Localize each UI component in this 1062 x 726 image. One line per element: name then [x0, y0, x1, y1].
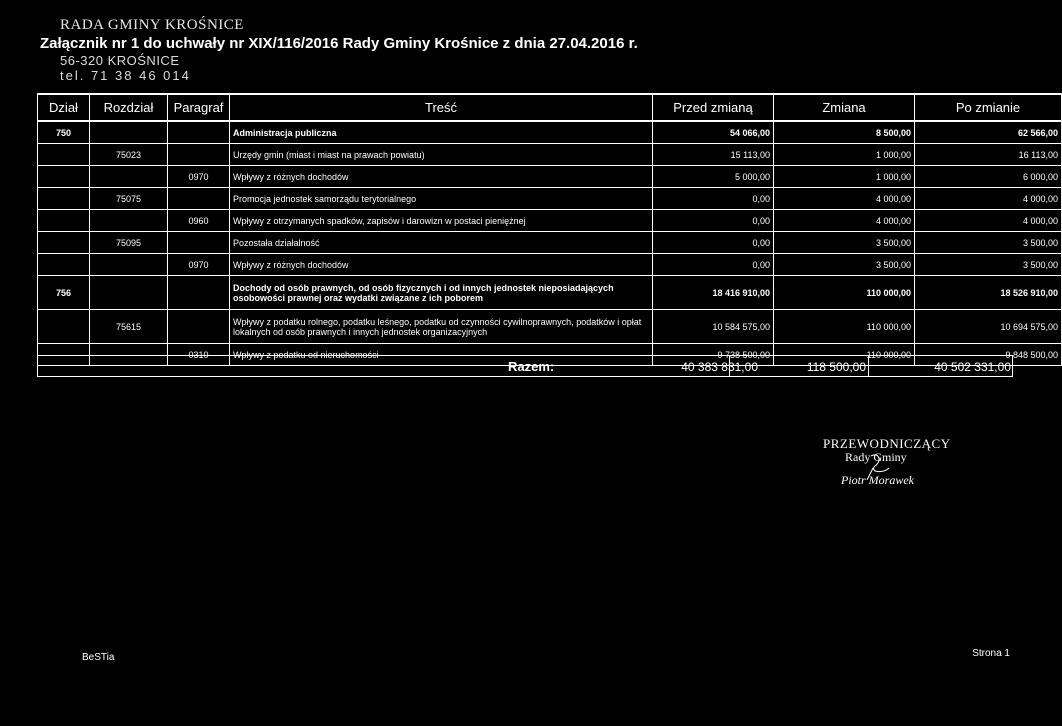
table-row — [38, 276, 1062, 310]
cell-przed: 10 584 575,00 — [653, 310, 774, 344]
cell-rozdzial: 75075 — [90, 188, 168, 210]
cell-po: 3 500,00 — [915, 232, 1062, 254]
stamp-name: RADA GMINY KROŚNICE — [60, 17, 244, 33]
cell-tresc: Administracja publiczna — [230, 121, 653, 144]
table-row — [38, 210, 1062, 232]
header-paragraf: Paragraf — [168, 94, 230, 121]
cell-zmiana: 110 000,00 — [774, 344, 915, 366]
cell-przed: 0,00 — [653, 232, 774, 254]
total-row — [37, 355, 1013, 377]
table-row — [38, 121, 1062, 144]
cell-zmiana: 4 000,00 — [774, 188, 915, 210]
cell-paragraf: 0960 — [168, 210, 230, 232]
cell-po: 18 526 910,00 — [915, 276, 1062, 310]
cell-tresc: Wpływy z różnych dochodów — [230, 166, 653, 188]
cell-tresc: Urzędy gmin (miast i miast na prawach powiatu) — [230, 144, 653, 166]
document-title: Załącznik nr 1 do uchwały nr XIX/116/2016 Rady Gminy Krośnice z dnia 27.04.2016 r. — [40, 35, 638, 52]
cell-zmiana: 110 000,00 — [774, 276, 915, 310]
budget-table — [37, 93, 1062, 366]
cell-przed: 54 066,00 — [653, 121, 774, 144]
cell-dzial: 756 — [38, 276, 90, 310]
signature-name: Piotr Morawek — [841, 473, 914, 487]
table-header — [38, 94, 1062, 121]
total-przed: 40 383 831,00 — [681, 360, 758, 374]
table-row — [38, 188, 1062, 210]
cell-po: 4 000,00 — [915, 188, 1062, 210]
signature-body: Rady Gminy — [845, 450, 907, 464]
cell-zmiana: 1 000,00 — [774, 144, 915, 166]
cell-dzial — [38, 210, 90, 232]
cell-po: 9 848 500,00 — [915, 344, 1062, 366]
cell-dzial — [38, 254, 90, 276]
cell-paragraf: 0310 — [168, 344, 230, 366]
cell-dzial — [38, 188, 90, 210]
signature-title: PRZEWODNICZĄCY — [823, 436, 951, 451]
cell-dzial — [38, 232, 90, 254]
footer-page-number: Strona 1 — [972, 648, 1010, 659]
header-tresc: Treść — [230, 94, 653, 121]
stamp-phone: tel. 71 38 46 014 — [60, 68, 191, 83]
cell-dzial: 750 — [38, 121, 90, 144]
cell-dzial — [38, 166, 90, 188]
cell-paragraf — [168, 144, 230, 166]
table-row — [38, 144, 1062, 166]
cell-przed: 5 000,00 — [653, 166, 774, 188]
cell-tresc: Wpływy z różnych dochodów — [230, 254, 653, 276]
cell-rozdzial: 75023 — [90, 144, 168, 166]
cell-przed: 9 738 500,00 — [653, 344, 774, 366]
cell-zmiana: 110 000,00 — [774, 310, 915, 344]
cell-przed: 0,00 — [653, 210, 774, 232]
cell-paragraf: 0970 — [168, 254, 230, 276]
total-po: 40 502 331,00 — [934, 360, 1011, 374]
cell-rozdzial: 75615 — [90, 310, 168, 344]
cell-dzial — [38, 144, 90, 166]
cell-przed: 0,00 — [653, 188, 774, 210]
cell-paragraf — [168, 188, 230, 210]
cell-rozdzial: 75095 — [90, 232, 168, 254]
cell-po: 6 000,00 — [915, 166, 1062, 188]
header-przed: Przed zmianą — [653, 94, 774, 121]
cell-tresc: Pozostała działalność — [230, 232, 653, 254]
cell-paragraf — [168, 121, 230, 144]
cell-rozdzial — [90, 276, 168, 310]
signature-block — [823, 436, 951, 488]
cell-rozdzial — [90, 254, 168, 276]
cell-paragraf: 0970 — [168, 166, 230, 188]
total-zmiana: 118 500,00 — [806, 360, 866, 374]
cell-tresc: Wpływy z otrzymanych spadków, zapisów i darowizn w postaci pieniężnej — [230, 210, 653, 232]
table-row — [38, 166, 1062, 188]
table-row — [38, 310, 1062, 344]
table-row — [38, 232, 1062, 254]
cell-tresc: Wpływy z podatku rolnego, podatku leśnego, podatku od czynności cywilnoprawnych, podatków i opłat lokalnych od osób prawnych i innych jednostek organizacyjnych — [230, 310, 653, 344]
cell-przed: 18 416 910,00 — [653, 276, 774, 310]
cell-przed: 15 113,00 — [653, 144, 774, 166]
total-label: Razem: — [508, 359, 555, 374]
header-zmiana: Zmiana — [774, 94, 915, 121]
cell-paragraf — [168, 276, 230, 310]
cell-tresc: Dochody od osób prawnych, od osób fizycznych i od innych jednostek nieposiadających osobowości prawnej oraz wydatki związane z ich poborem — [230, 276, 653, 310]
footer-app-name: BeSTia — [82, 652, 115, 663]
cell-dzial — [38, 310, 90, 344]
cell-zmiana: 1 000,00 — [774, 166, 915, 188]
cell-po: 4 000,00 — [915, 210, 1062, 232]
header-rozdzial: Rozdział — [90, 94, 168, 121]
cell-po: 16 113,00 — [915, 144, 1062, 166]
handwritten-signature-icon — [853, 446, 913, 486]
cell-zmiana: 3 500,00 — [774, 232, 915, 254]
cell-po: 10 694 575,00 — [915, 310, 1062, 344]
cell-zmiana: 8 500,00 — [774, 121, 915, 144]
cell-rozdzial — [90, 166, 168, 188]
header-po: Po zmianie — [915, 94, 1062, 121]
cell-przed: 0,00 — [653, 254, 774, 276]
cell-po: 62 566,00 — [915, 121, 1062, 144]
cell-tresc: Promocja jednostek samorządu terytorialnego — [230, 188, 653, 210]
cell-paragraf — [168, 310, 230, 344]
stamp-address: 56-320 KROŚNICE — [60, 53, 180, 68]
cell-paragraf — [168, 232, 230, 254]
cell-zmiana: 4 000,00 — [774, 210, 915, 232]
cell-rozdzial — [90, 121, 168, 144]
cell-tresc: Wpływy z podatku od nieruchomości — [230, 344, 653, 366]
cell-zmiana: 3 500,00 — [774, 254, 915, 276]
cell-rozdzial — [90, 210, 168, 232]
cell-po: 3 500,00 — [915, 254, 1062, 276]
table-row — [38, 254, 1062, 276]
header-dzial: Dział — [38, 94, 90, 121]
